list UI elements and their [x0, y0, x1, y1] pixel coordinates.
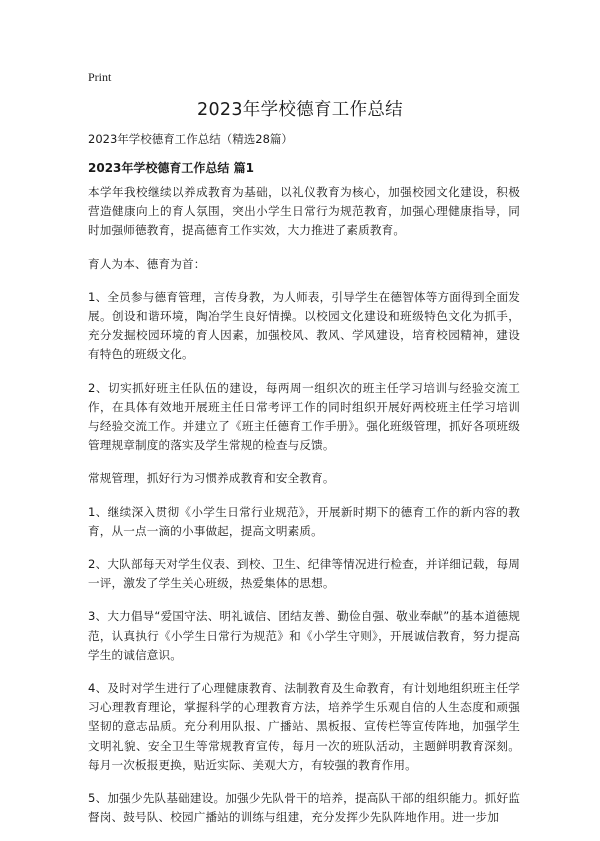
page-title: 2023年学校德育工作总结: [197, 100, 403, 120]
body-paragraph: 5、加强少先队基础建设。加强少先队骨干的培养，提高队干部的组织能力。抓好监督岗、鼓号队、校园广播站的训练与组建，充分发挥少先队阵地作用。进一步加: [88, 791, 520, 825]
body-paragraph: 3、大力倡导“爱国守法、明礼诚信、团结友善、勤俭自强、敬业奉献”的基本道德规范，认真执行《小学生日常行为规范》和《小学生守则》，开展诚信教育，努力提高学生的诚信意识。: [88, 609, 520, 662]
body-paragraph: 1、全员参与德育管理，言传身教，为人师表，引导学生在德智体等方面得到全面发展。创设和谐环境，陶冶学生良好情操。以校园文化建设和班级特色文化为抓手，充分发掘校园环境的育人因素，加强校风、教风、学风建设，培育校园精神，建设有特色的班级文化。: [88, 289, 520, 362]
section-heading: 2023年学校德育工作总结 篇1: [88, 161, 254, 175]
print-link[interactable]: Print: [88, 70, 112, 84]
body-paragraph: 育人为本、德育为首：: [88, 256, 206, 271]
body-paragraph: 2、大队部每天对学生仪表、到校、卫生、纪律等情况进行检查，并详细记载，每周一评，激发了学生关心班级，热爱集体的思想。: [88, 557, 520, 591]
document-body: [88, 183, 520, 841]
body-paragraph: 1、继续深入贯彻《小学生日常行业规范》，开展新时期下的德育工作的新内容的教育，从一点一滴的小事做起，提高文明素质。: [88, 504, 520, 538]
body-paragraph: 2、切实抓好班主任队伍的建设，每两周一组织次的班主任学习培训与经验交流工作，在具体有效地开展班主任日常考评工作的同时组织开展好两校班主任学习培训与经验交流工作。并建立了《班主任德育工作手册》。强化班级管理，抓好各项班级管理规章制度的落实及学生常规的检查与反馈。: [88, 380, 520, 453]
body-paragraph: 本学年我校继续以养成教育为基础，以礼仪教育为核心，加强校园文化建设，积极营造健康向上的育人氛围，突出小学生日常行为规范教育，加强心理健康指导，同时加强师德教育，提高德育工作实效，大力推进了素质教育。: [88, 185, 520, 238]
body-paragraph: 4、及时对学生进行了心理健康教育、法制教育及生命教育，有计划地组织班主任学习心理教育理论，掌握科学的心理教育方法，培养学生乐观自信的人生态度和顽强坚韧的意志品质。充分利用队报、广播站、黑板报、宣传栏等宣传阵地，加强学生文明礼貌、安全卫生等常规教育宣传，每月一次的班队活动，主题鲜明教育深刻。每月一次板报更换，贴近实际、美观大方，有较强的教育作用。: [88, 681, 520, 772]
body-paragraph: 常规管理，抓好行为习惯养成教育和安全教育。: [88, 471, 335, 486]
document-subtitle: 2023年学校德育工作总结（精选28篇）: [88, 132, 293, 146]
